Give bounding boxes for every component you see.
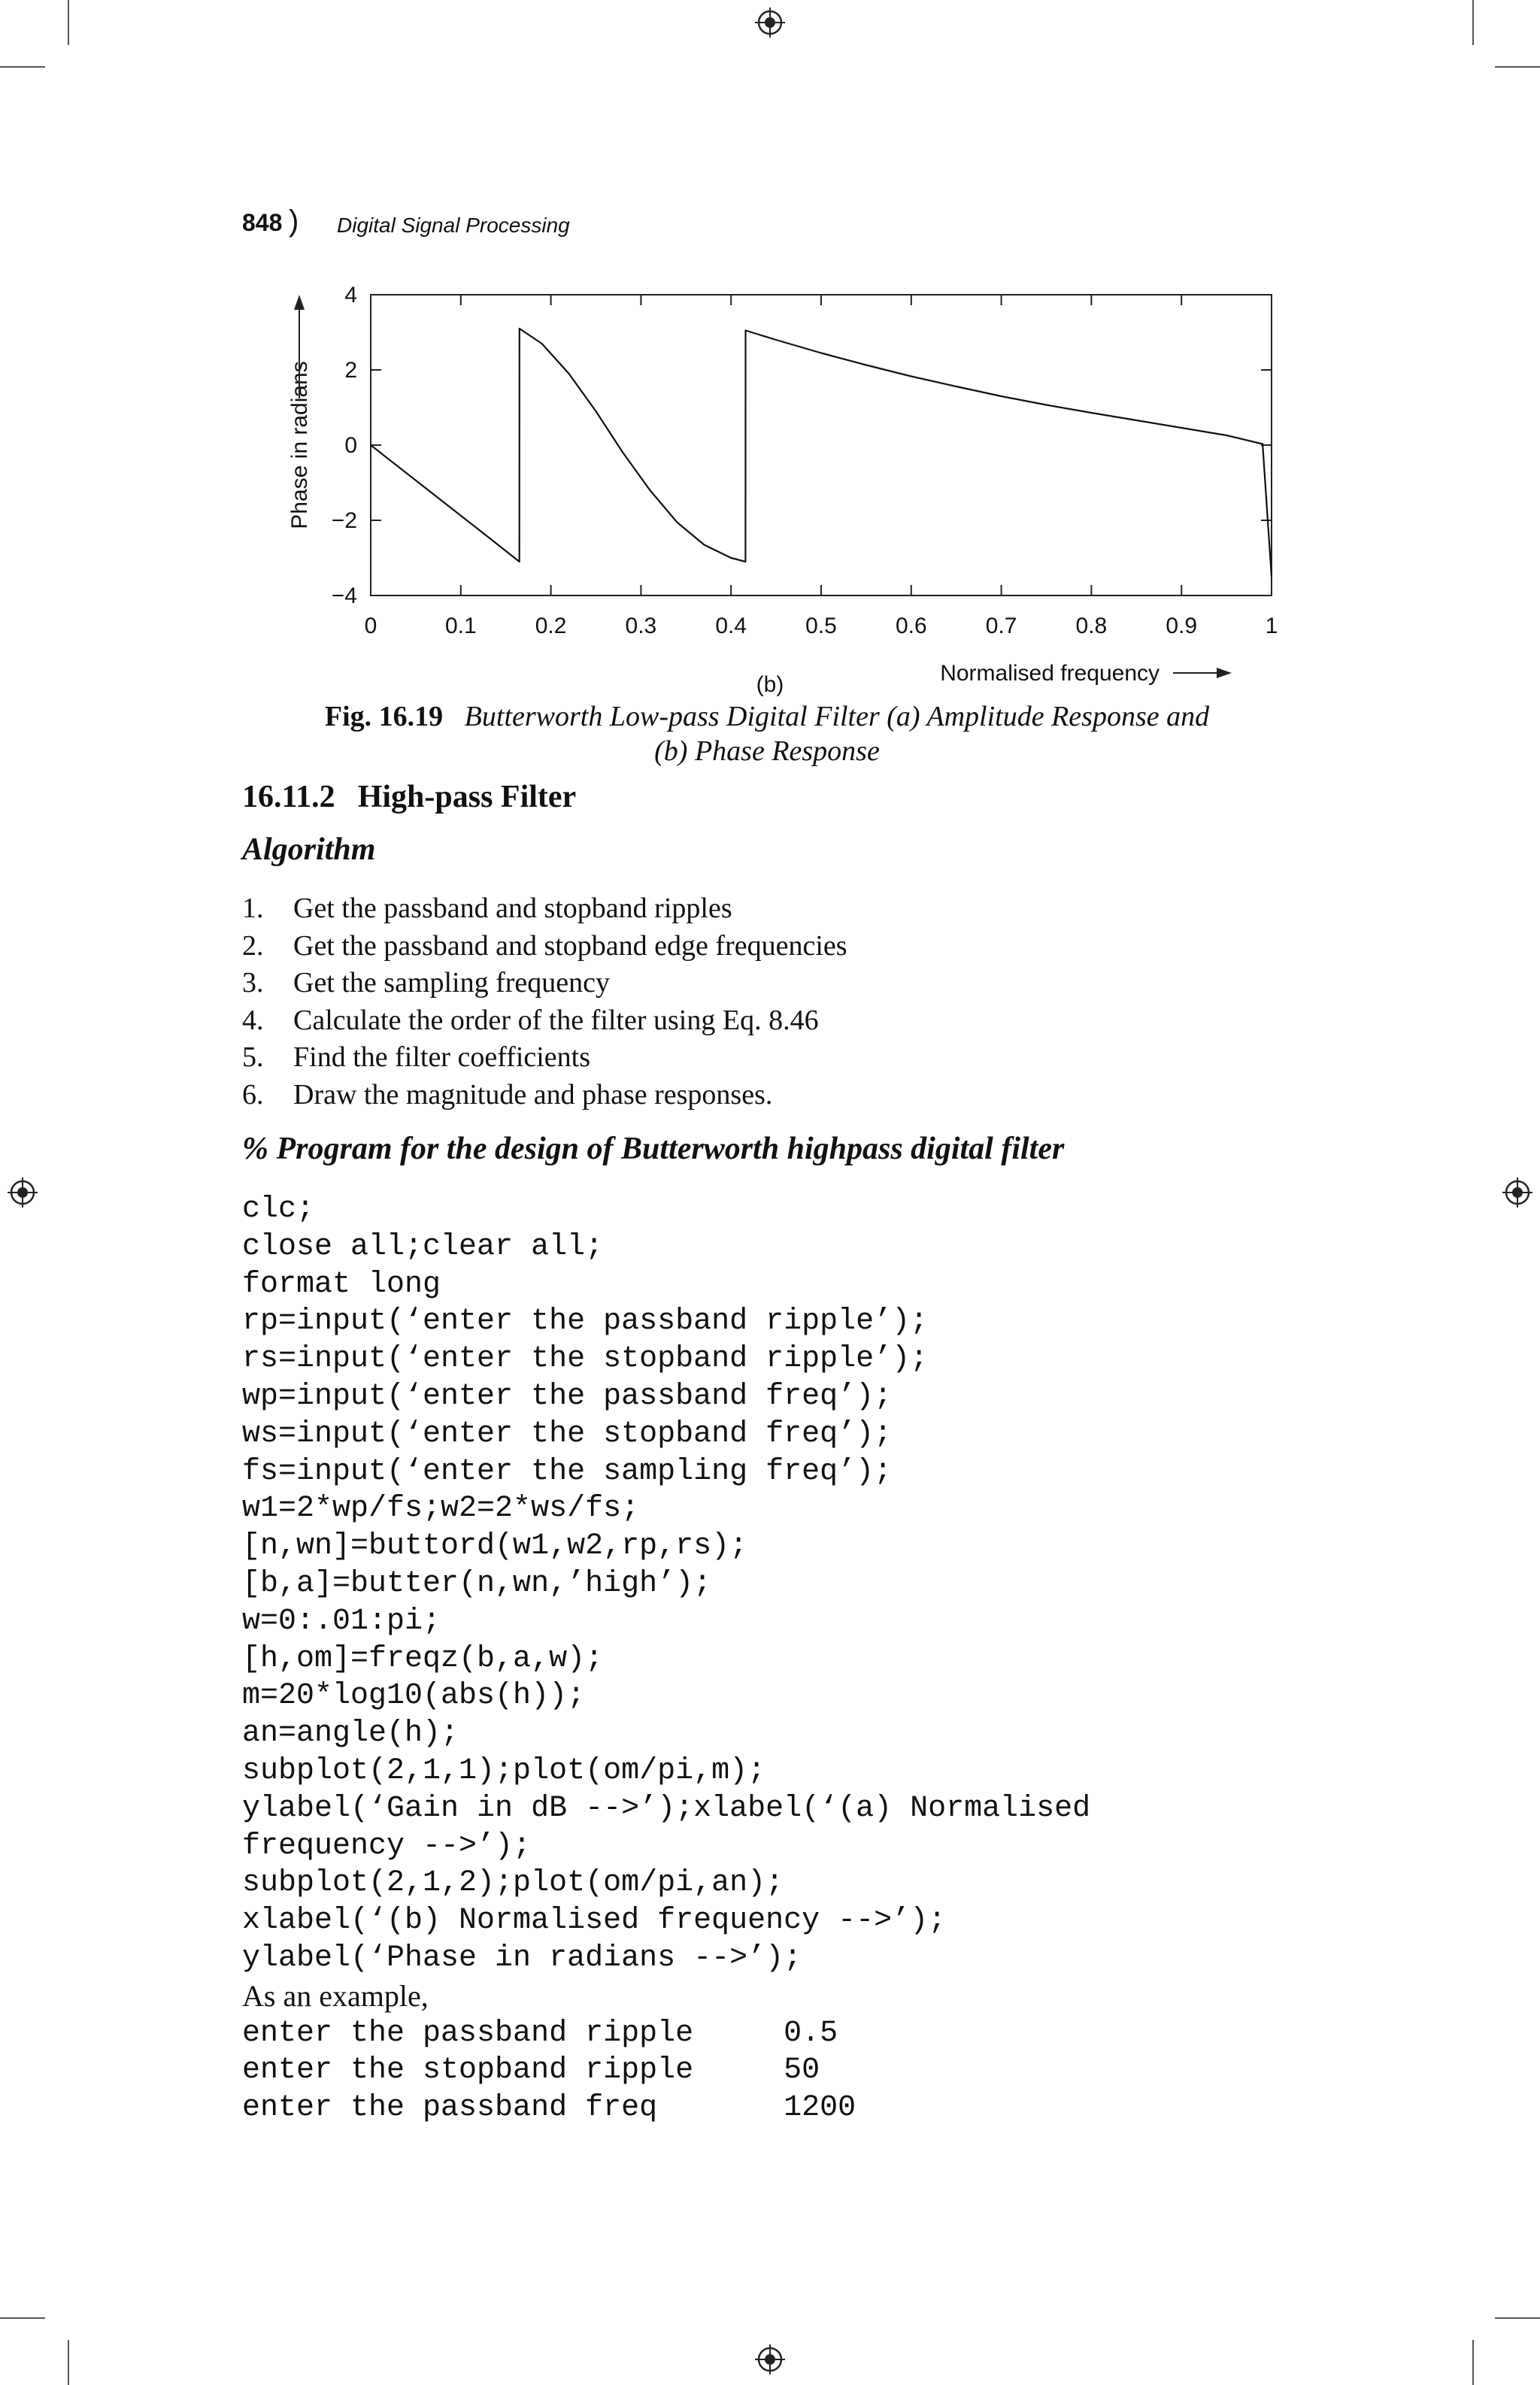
code-line: w=0:.01:pi; (242, 1604, 441, 1638)
registration-mark-icon (755, 2344, 785, 2374)
code-line: xlabel(‘(b) Normalised frequency -->’); (242, 1904, 947, 1938)
step-text: Find the filter coefficients (293, 1041, 591, 1073)
x-tick-label: 1 (1265, 614, 1278, 638)
x-tick-label: 0.6 (895, 614, 927, 638)
step-text: Get the sampling frequency (293, 967, 611, 999)
section-number: 16.11.2 (242, 780, 335, 814)
code-line: subplot(2,1,1);plot(om/pi,m); (242, 1753, 766, 1788)
step-text: Get the passband and stopband ripples (293, 892, 732, 924)
code-line: wp=input(‘enter the passband freq’); (242, 1379, 893, 1414)
step-number: 4. (242, 1004, 264, 1036)
crop-mark (0, 66, 45, 68)
code-line: rs=input(‘enter the stopband ripple’); (242, 1342, 929, 1377)
x-tick-label: 0.1 (444, 614, 477, 638)
section-heading (242, 779, 576, 815)
figure-caption-label: Fig. 16.19 (324, 701, 444, 732)
crop-mark (1495, 2317, 1540, 2319)
x-tick-label: 0.3 (625, 614, 657, 638)
code-line: ylabel(‘Gain in dB -->’);xlabel(‘(a) Normalised (242, 1791, 1091, 1826)
step-text: Calculate the order of the filter using Eq. 8.46 (293, 1004, 819, 1036)
crop-mark (1495, 66, 1540, 68)
registration-mark-icon (8, 1177, 38, 1208)
algorithm-step (242, 928, 847, 965)
registration-mark-icon (1502, 1177, 1532, 1208)
code-line: rp=input(‘enter the passband ripple’); (242, 1305, 929, 1339)
example-intro: As an example, (242, 1978, 429, 2013)
y-axis-label: Phase in radians (287, 361, 312, 529)
program-heading: % Program for the design of Butterworth highpass digital filter (242, 1132, 1065, 1166)
x-tick-label: 0.8 (1075, 614, 1108, 638)
algorithm-step (242, 965, 847, 1002)
header-bracket-icon: ) (289, 205, 299, 238)
code-line: clc; (242, 1192, 315, 1226)
example-line: enter the passband ripple 0.5 (242, 2016, 838, 2050)
algorithm-step (242, 890, 847, 928)
x-axis-arrowhead-icon (1217, 668, 1232, 678)
example-line: enter the stopband ripple 50 (242, 2053, 820, 2088)
figure-caption-line2: (b) Phase Response (654, 735, 880, 767)
code-line: subplot(2,1,2);plot(om/pi,an); (242, 1866, 784, 1901)
code-line: [b,a]=butter(n,wn,’high’); (242, 1566, 712, 1601)
step-number: 1. (242, 892, 264, 924)
figure-sub-label: (b) (756, 672, 784, 697)
crop-mark (68, 2340, 69, 2385)
code-line: ws=input(‘enter the stopband freq’); (242, 1417, 893, 1451)
code-line: [n,wn]=buttord(w1,w2,rp,rs); (242, 1529, 748, 1564)
step-text: Get the passband and stopband edge frequencies (293, 929, 847, 962)
phase-series-line (371, 329, 1272, 577)
code-line: ylabel(‘Phase in radians -->’); (242, 1941, 802, 1975)
code-line: w1=2*wp/fs;w2=2*ws/fs; (242, 1492, 640, 1526)
registration-mark-icon (755, 8, 785, 38)
algorithm-step (242, 1039, 847, 1077)
code-line: frequency -->’); (242, 1829, 532, 1863)
code-line: format long (242, 1267, 441, 1302)
x-tick-label: 0.4 (715, 614, 747, 638)
step-number: 3. (242, 967, 264, 999)
x-tick-label: 0.9 (1166, 614, 1198, 638)
step-number: 6. (242, 1078, 264, 1111)
section-title: High-pass Filter (357, 780, 577, 814)
figure-caption-line1: Butterworth Low-pass Digital Filter (a) Amplitude Response and (464, 701, 1210, 732)
y-tick-label: −2 (331, 508, 357, 533)
x-axis-label: Normalised frequency (940, 661, 1160, 686)
algorithm-step (242, 1077, 847, 1114)
example-line: enter the passband freq 1200 (242, 2091, 856, 2126)
crop-mark (68, 0, 69, 45)
y-axis-arrowhead-icon (294, 295, 305, 310)
x-tick-label: 0.2 (535, 614, 567, 638)
crop-mark (0, 2317, 45, 2319)
figure-caption (226, 699, 1308, 768)
x-tick-label: 0 (364, 614, 377, 638)
code-line: m=20*log10(abs(h)); (242, 1679, 586, 1714)
running-title: Digital Signal Processing (337, 214, 570, 237)
y-tick-label: 2 (344, 358, 357, 383)
x-tick-label: 0.5 (805, 614, 837, 638)
phase-response-chart (271, 278, 1278, 699)
y-tick-label: 4 (344, 283, 357, 308)
code-line: an=angle(h); (242, 1717, 459, 1751)
y-tick-label: −4 (331, 583, 357, 608)
algorithm-heading: Algorithm (242, 832, 376, 867)
y-tick-label: 0 (344, 433, 357, 458)
step-number: 5. (242, 1041, 264, 1073)
x-tick-label: 0.7 (985, 614, 1017, 638)
algorithm-step (242, 1002, 847, 1040)
algorithm-steps (242, 890, 847, 1114)
step-text: Draw the magnitude and phase responses. (293, 1078, 773, 1111)
page-number: 848 (242, 209, 283, 236)
step-number: 2. (242, 929, 264, 962)
code-line: [h,om]=freqz(b,a,w); (242, 1641, 604, 1676)
code-line: fs=input(‘enter the sampling freq’); (242, 1454, 893, 1489)
crop-mark (1472, 2340, 1474, 2385)
code-line: close all;clear all; (242, 1229, 604, 1264)
crop-mark (1472, 0, 1474, 45)
code-listing (242, 1191, 1090, 2127)
